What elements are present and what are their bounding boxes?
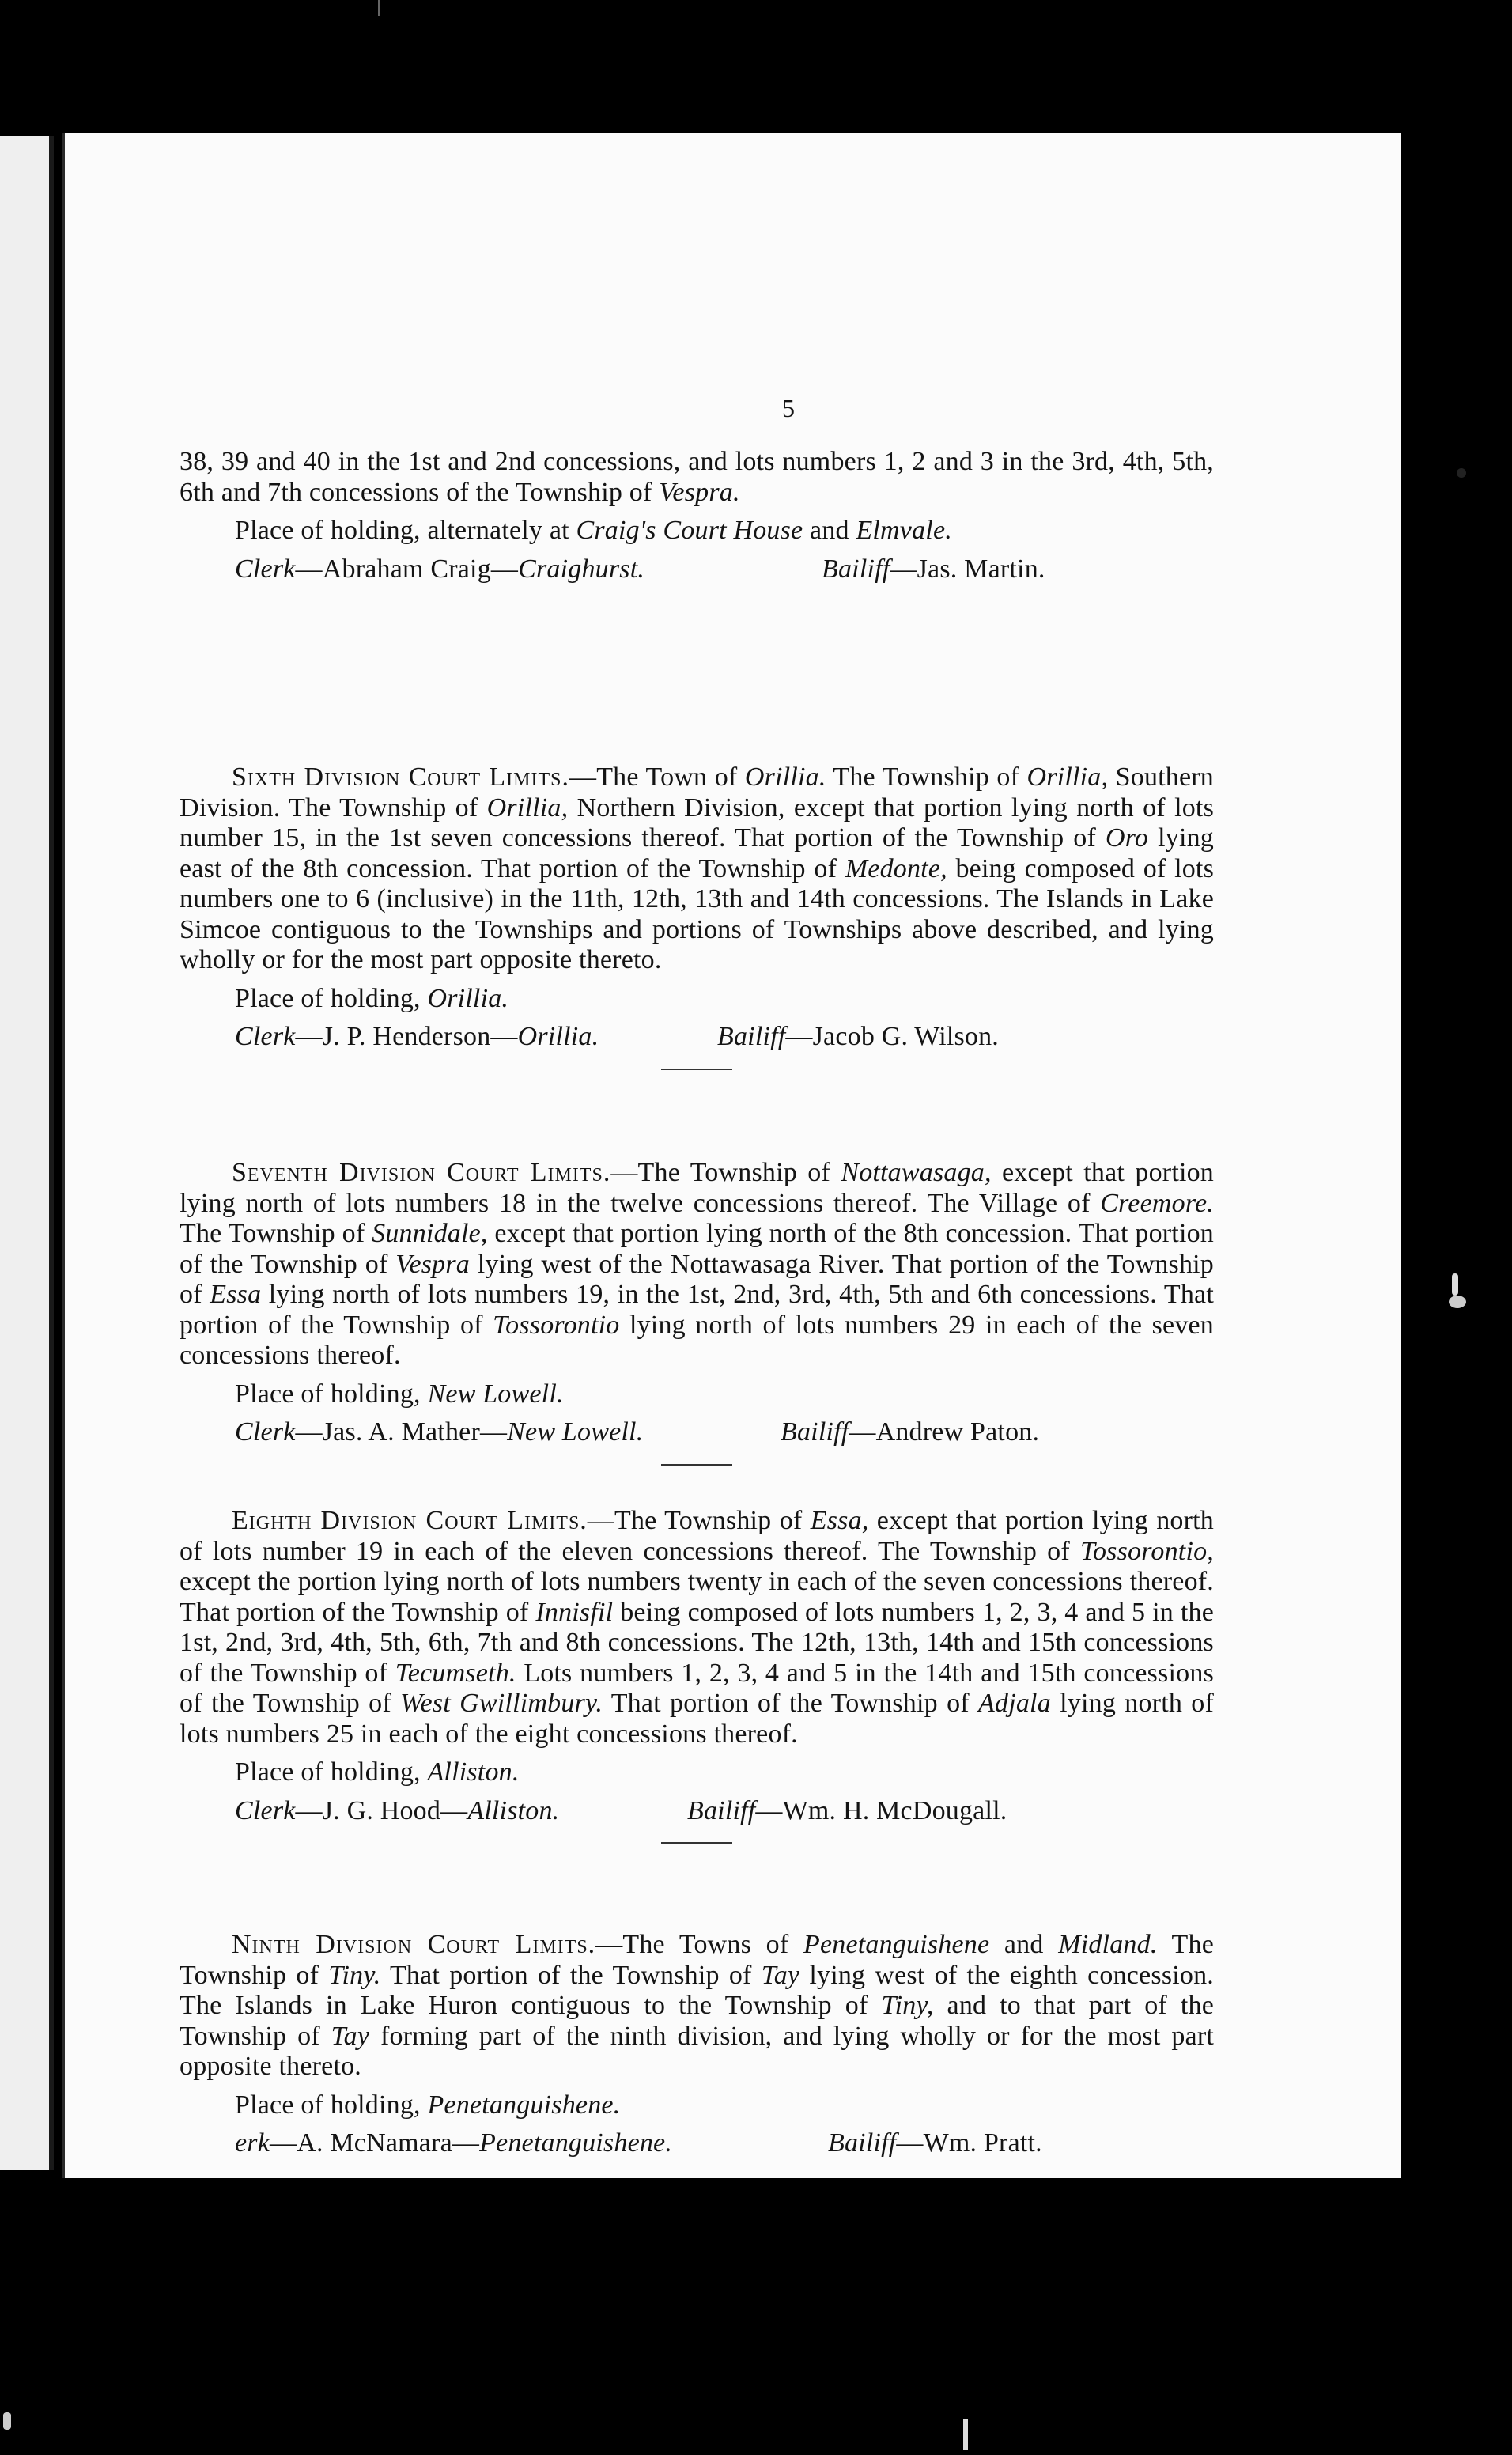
eighth-division-section xyxy=(180,1506,1214,1858)
section-divider xyxy=(661,1069,732,1070)
section-divider xyxy=(661,1842,732,1844)
ninth-officers xyxy=(180,2128,1214,2159)
seventh-place-of-holding: Place of holding, New Lowell. xyxy=(235,1379,564,1409)
scan-mark xyxy=(3,2412,11,2430)
sixth-place-of-holding: Place of holding, Orillia. xyxy=(235,983,509,1013)
seventh-clerk: Clerk—Jas. A. Mather—New Lowell. xyxy=(235,1417,644,1447)
seventh-division-heading: Seventh Division Court Limits. xyxy=(232,1158,611,1187)
document-page xyxy=(62,133,1401,2178)
scan-mark xyxy=(963,2419,968,2450)
sixth-bailiff: Bailiff—Jacob G. Wilson. xyxy=(717,1022,1000,1051)
ninth-clerk: erk—A. McNamara—Penetanguishene. xyxy=(235,2128,673,2158)
eighth-officers xyxy=(180,1796,1214,1827)
eighth-clerk: Clerk—J. G. Hood—Alliston. xyxy=(235,1795,560,1825)
eighth-bailiff: Bailiff—Wm. H. McDougall. xyxy=(687,1795,1007,1825)
scan-mark xyxy=(378,0,380,16)
eighth-division-paragraph: Eighth Division Court Limits.—The Township of Essa, except that portion lying north of lots number 19 in each of the eleven concessions thereof. The Township of Tossorontio, except the portion lying north of lots numbers twenty in each of the seven concessions thereof. That portion of the Township of Innisfil being composed of lots numbers 1, 2, 3, 4 and 5 in the 1st, 2nd, 3rd, 4th, 5th, 6th, 7th and 8th concessions. The 12th, 13th, 14th and 15th concessions of the Township of Tecumseth. Lots numbers 1, 2, 3, 4 and 5 in the 14th and 15th concessions of the Township of West Gwillimbury. That portion of the Township of Adjala lying north of lots numbers 25 in each of the eight concessions thereof. xyxy=(180,1506,1215,1749)
intro-place-of-holding: Place of holding, alternately at Craig's Court House and Elmvale. xyxy=(235,516,952,545)
seventh-bailiff: Bailiff—Andrew Paton. xyxy=(781,1417,1040,1447)
ninth-division-heading: Ninth Division Court Limits. xyxy=(232,1930,596,1959)
intro-officers xyxy=(180,554,1214,585)
sixth-division-paragraph: Sixth Division Court Limits.—The Town of Orillia. The Township of Orillia, Southern Division. The Township of Orillia, Northern Division, except that portion lying north of lots number 15, in the 1st seven concessions thereof. That portion of the Township of Oro lying east of the 8th concession. That portion of the Township of Medonte, being composed of lots numbers one to 6 (inclusive) in the 11th, 12th, 13th and 14th concessions. The Islands in Lake Simcoe contiguous to the Townships and portions of Townships above described, and lying wholly or for the most part opposite thereto. xyxy=(180,762,1215,974)
ninth-place-of-holding: Place of holding, Penetanguishene. xyxy=(235,2090,621,2120)
scan-speck xyxy=(1449,1296,1466,1308)
eighth-division-heading: Eighth Division Court Limits. xyxy=(232,1506,588,1535)
facing-page-edge xyxy=(0,136,54,2170)
seventh-division-paragraph: Seventh Division Court Limits.—The Township of Nottawasaga, except that portion lying north of lots numbers 18 in the twelve concessions thereof. The Village of Creemore. The Township of Sunnidale, except that portion lying north of the 8th concession. That portion of the Township of Vespra lying west of the Nottawasaga River. That portion of the Township of Essa lying north of lots numbers 19, in the 1st, 2nd, 3rd, 4th, 5th and 6th concessions. That portion of the Township of Tossorontio lying north of lots numbers 29 in each of the seven concessions thereof. xyxy=(180,1158,1215,1370)
intro-section xyxy=(180,447,1214,584)
sixth-clerk: Clerk—J. P. Henderson—Orillia. xyxy=(235,1022,599,1051)
intro-clerk: Clerk—Abraham Craig—Craighurst. xyxy=(235,554,645,584)
ninth-division-section xyxy=(180,1930,1214,2159)
scan-speck xyxy=(1452,1273,1458,1296)
ninth-bailiff: Bailiff—Wm. Pratt. xyxy=(828,2128,1042,2158)
seventh-division-section xyxy=(180,1158,1214,1480)
eighth-place-of-holding: Place of holding, Alliston. xyxy=(235,1757,520,1787)
intro-bailiff: Bailiff—Jas. Martin. xyxy=(822,554,1045,584)
sixth-division-section xyxy=(180,762,1214,1084)
sixth-officers xyxy=(180,1022,1214,1053)
sixth-division-heading: Sixth Division Court Limits. xyxy=(232,762,570,792)
page-number: 5 xyxy=(782,394,796,422)
section-divider xyxy=(661,1464,732,1466)
ninth-division-paragraph: Ninth Division Court Limits.—The Towns of Penetanguishene and Midland. The Township of Tiny. That portion of the Township of Tay lying west of the eighth concession. The Islands in Lake Huron contiguous to the Township of Tiny, and to that part of the Township of Tay forming part of the ninth division, and lying wholly or for the most part opposite thereto. xyxy=(180,1930,1215,2081)
intro-paragraph: 38, 39 and 40 in the 1st and 2nd concessions, and lots numbers 1, 2 and 3 in the 3rd, 4th, 5th, 6th and 7th concessions of the Township of Vespra. xyxy=(180,447,1214,507)
seventh-officers xyxy=(180,1417,1214,1448)
scan-speck xyxy=(1457,468,1466,478)
